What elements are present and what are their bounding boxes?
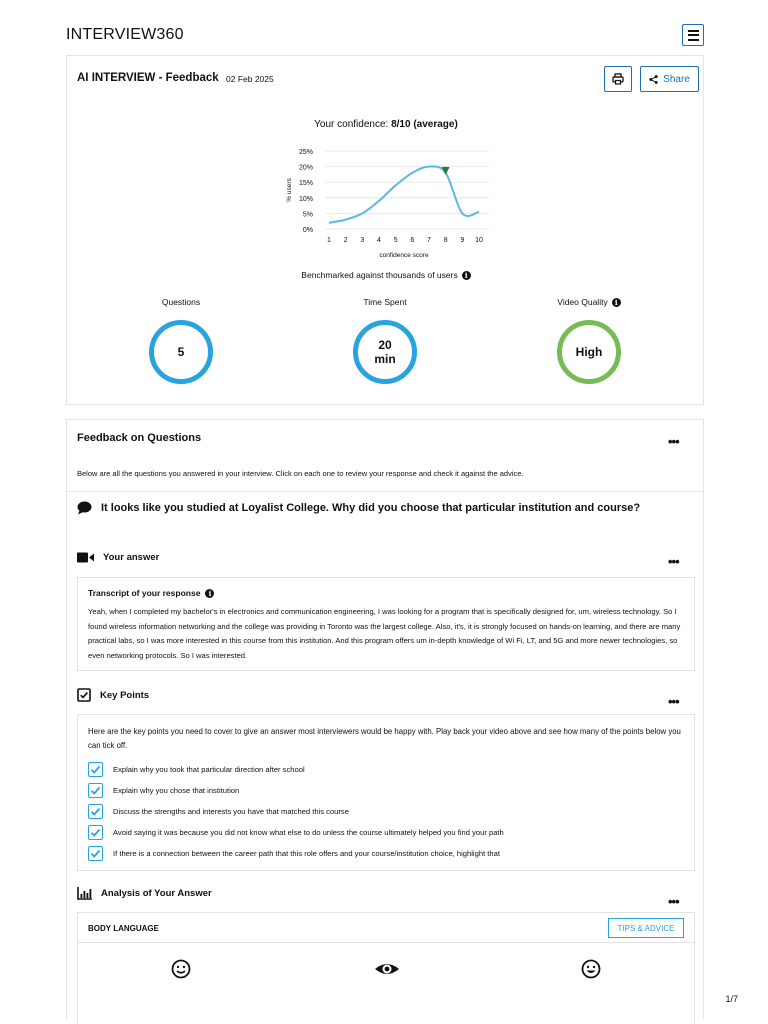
transcript-title: Transcript of your response <box>88 588 201 598</box>
analysis-header[interactable] <box>77 887 212 900</box>
info-icon[interactable]: i <box>612 298 621 307</box>
checkbox-icon <box>77 688 91 702</box>
stat-value-main: High <box>575 345 603 359</box>
x-tick-label: 1 <box>327 237 331 244</box>
confidence-distribution-chart <box>267 141 507 266</box>
your-answer-header[interactable] <box>77 552 159 563</box>
checkbox-checked-icon[interactable] <box>88 846 103 861</box>
stat-questions <box>121 296 241 384</box>
key-point-item[interactable] <box>88 801 684 822</box>
y-tick-label: 10% <box>298 195 313 203</box>
confidence-title <box>67 119 705 130</box>
divider <box>67 491 703 492</box>
print-button[interactable] <box>604 66 632 92</box>
stat-value <box>178 345 185 359</box>
key-points-list <box>88 759 684 864</box>
bar-chart-icon <box>77 887 92 900</box>
top-bar <box>66 24 704 48</box>
body-language-title: BODY LANGUAGE <box>88 924 159 933</box>
key-point-text: If there is a connection between the career path that this role offers and your course/institution choice, highlight that <box>113 849 500 858</box>
y-tick-label: 25% <box>298 149 313 156</box>
y-tick-label: 15% <box>298 180 313 188</box>
info-icon[interactable]: i <box>205 589 214 598</box>
tips-advice-button[interactable]: TIPS & ADVICE <box>608 918 684 938</box>
x-axis-label: confidence score <box>379 252 429 259</box>
y-tick-label: 20% <box>298 164 313 172</box>
eye-icon <box>374 958 400 980</box>
share-label: Share <box>663 73 690 85</box>
key-points-header[interactable] <box>77 688 149 702</box>
checkbox-checked-icon[interactable] <box>88 825 103 840</box>
y-tick-label: 0% <box>302 227 313 234</box>
page-title: AI INTERVIEW - Feedback <box>77 72 219 84</box>
stat-value <box>576 345 603 359</box>
confidence-label: Your confidence: <box>314 119 392 130</box>
analysis-label: Analysis of Your Answer <box>101 888 212 899</box>
stat-ring <box>557 320 621 384</box>
stat-label-text: Time Spent <box>363 297 407 307</box>
key-point-text: Explain why you took that particular direction after school <box>113 765 305 774</box>
x-tick-label: 3 <box>360 237 365 244</box>
key-point-item[interactable] <box>88 822 684 843</box>
smiley-face-icon <box>580 958 602 980</box>
more-options-icon[interactable]: ••• <box>668 894 679 909</box>
feedback-description: Below are all the questions you answered in your interview. Click on each one to review your response and check it against the advice. <box>77 469 524 478</box>
stat-ring <box>353 320 417 384</box>
stat-label-text: Video Quality <box>557 297 608 307</box>
x-tick-label: 5 <box>393 237 398 244</box>
key-point-item[interactable] <box>88 780 684 801</box>
speech-bubble-icon <box>77 501 92 515</box>
key-points-box <box>77 714 695 871</box>
body-language-header <box>78 913 694 943</box>
printer-icon <box>612 73 624 85</box>
stat-value <box>374 338 395 366</box>
confidence-value: 8/10 (average) <box>391 119 458 130</box>
brand-logo[interactable]: INTERVIEW360 <box>66 26 184 43</box>
stat-label-text: Questions <box>161 297 201 307</box>
checkbox-checked-icon[interactable] <box>88 783 103 798</box>
more-options-icon[interactable]: ••• <box>668 554 679 569</box>
more-options-icon[interactable]: ••• <box>668 434 679 449</box>
question-row[interactable] <box>77 501 640 515</box>
page-number: 1/7 <box>725 994 738 1004</box>
body-language-panel <box>77 912 695 1024</box>
stat-value-unit: min <box>374 352 396 366</box>
benchmark-note <box>67 270 705 280</box>
smiley-face-icon <box>170 958 192 980</box>
x-tick-label: 7 <box>427 237 431 244</box>
benchmark-text: Benchmarked against thousands of users <box>301 270 458 280</box>
stat-label <box>529 296 649 308</box>
x-tick-label: 8 <box>443 237 448 244</box>
summary-card <box>66 55 704 405</box>
stat-ring <box>149 320 213 384</box>
share-icon <box>649 75 658 84</box>
stat-time-spent <box>325 296 445 384</box>
y-axis-label: % users <box>286 178 293 202</box>
transcript-header <box>88 588 684 598</box>
stat-label <box>121 296 241 308</box>
key-point-text: Discuss the strengths and interests you have that matched this course <box>113 807 349 816</box>
feedback-title: Feedback on Questions <box>77 432 202 444</box>
x-tick-label: 9 <box>460 237 465 244</box>
interview-date: 02 Feb 2025 <box>226 74 274 84</box>
stat-value-main: 5 <box>177 345 185 359</box>
checkbox-checked-icon[interactable] <box>88 804 103 819</box>
info-icon[interactable]: i <box>462 271 471 280</box>
stat-value-main: 20 <box>378 338 392 352</box>
hamburger-menu-icon[interactable] <box>682 24 704 46</box>
key-points-label: Key Points <box>100 689 150 701</box>
x-tick-label: 6 <box>410 237 415 244</box>
transcript-box <box>77 577 695 671</box>
x-tick-label: 2 <box>343 237 348 244</box>
feedback-card <box>66 419 704 1019</box>
confidence-series-line <box>329 166 479 222</box>
checkbox-checked-icon[interactable] <box>88 762 103 777</box>
key-point-item[interactable] <box>88 759 684 780</box>
video-camera-icon <box>77 552 94 563</box>
key-point-text: Explain why you chose that institution <box>113 786 240 795</box>
question-text: It looks like you studied at Loyalist College. Why did you choose that particular institution and course? <box>101 502 641 514</box>
key-point-item[interactable] <box>88 843 684 864</box>
x-tick-label: 10 <box>475 237 483 244</box>
your-answer-label: Your answer <box>103 552 160 563</box>
x-tick-label: 4 <box>377 237 381 244</box>
transcript-text: Yeah, when I completed my bachelor's in electronics and communication engineering, I was looking for a program that is specifically designed for, um, wireless technology. So I found wireless information networking and the college was providing in Toronto was the largest college. Also, it's, it is strongly focused on hands-on learning, and there are many practical labs, so I was more interested in this course from this institution. And this program offers um in-depth knowledge of Wi Fi, LT, and 5G and more newer technologies, so even networking protocols. So I was interested. <box>88 607 681 660</box>
more-options-icon[interactable]: ••• <box>668 694 679 709</box>
share-button[interactable] <box>640 66 699 92</box>
stat-video-quality <box>529 296 649 384</box>
key-point-text: Avoid saying it was because you did not know what else to do unless the course ultimately helped you find your path <box>113 828 504 837</box>
y-tick-label: 5% <box>302 211 313 219</box>
stat-label <box>325 296 445 308</box>
key-points-intro: Here are the key points you need to cover to give an answer most interviewers would be happy with. Play back your video above and see how many of the points below you can tick off. <box>88 727 681 750</box>
